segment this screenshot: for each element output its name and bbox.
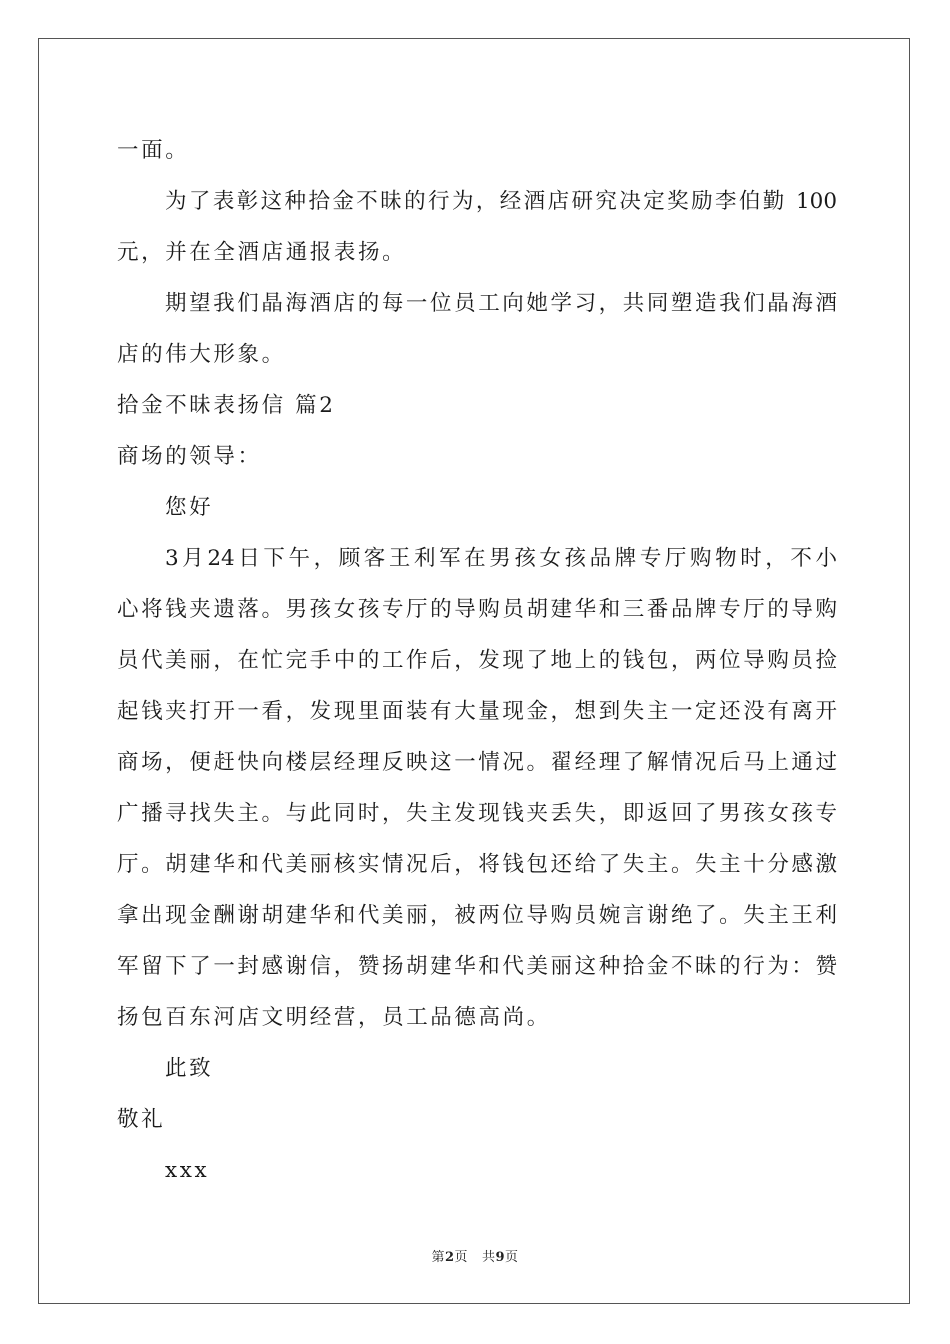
text-line: 元，并在全酒店通报表扬。: [117, 240, 407, 265]
text-line: 商场，便赶快向楼层经理反映这一情况。翟经理了解情况后马上通过: [117, 750, 837, 775]
text-line: 扬包百东河店文明经营，员工品德高尚。: [117, 1005, 551, 1030]
text-line: 员代美丽，在忙完手中的工作后，发现了地上的钱包，两位导购员捡: [117, 648, 837, 673]
text-line: 拿出现金酬谢胡建华和代美丽，被两位导购员婉言谢绝了。失主王利: [117, 903, 837, 928]
signature: xxx: [165, 1158, 210, 1183]
text-line: 期望我们晶海酒店的每一位员工向她学习，共同塑造我们晶海酒: [165, 291, 837, 316]
text-line: 军留下了一封感谢信，赞扬胡建华和代美丽这种拾金不昧的行为：赞: [117, 954, 837, 979]
page-prefix: 第: [431, 1250, 445, 1265]
text-line: 厅。胡建华和代美丽核实情况后，将钱包还给了失主。失主十分感激: [117, 852, 837, 877]
text-line: 店的伟大形象。: [117, 342, 286, 367]
text-line: 起钱夹打开一看，发现里面装有大量现金，想到失主一定还没有离开: [117, 699, 837, 724]
total-pages: 9: [495, 1250, 506, 1265]
text-line: 心将钱夹遗落。男孩女孩专厅的导购员胡建华和三番品牌专厅的导购: [117, 597, 837, 622]
text-line: 为了表彰这种拾金不昧的行为，经酒店研究决定奖励李伯勤 100: [165, 189, 837, 214]
closing-regards: 敬礼: [117, 1107, 166, 1132]
page-number: 2: [444, 1250, 455, 1265]
text-line: 3月24日下午，顾客王利军在男孩女孩品牌专厅购物时，不小: [165, 546, 837, 571]
page-footer: [0, 1246, 950, 1265]
text-line: 一面。: [117, 138, 190, 163]
total-prefix: 共: [481, 1250, 496, 1265]
section-heading: 拾金不昧表扬信 篇2: [117, 393, 336, 418]
closing: 此致: [165, 1056, 214, 1081]
page-suffix: 页: [454, 1250, 469, 1265]
greeting: 您好: [165, 495, 214, 520]
total-suffix: 页: [505, 1250, 519, 1265]
text-line: 广播寻找失主。与此同时，失主发现钱夹丢失，即返回了男孩女孩专: [117, 801, 837, 826]
document-body: [117, 125, 837, 1196]
salutation: 商场的领导：: [117, 444, 262, 469]
